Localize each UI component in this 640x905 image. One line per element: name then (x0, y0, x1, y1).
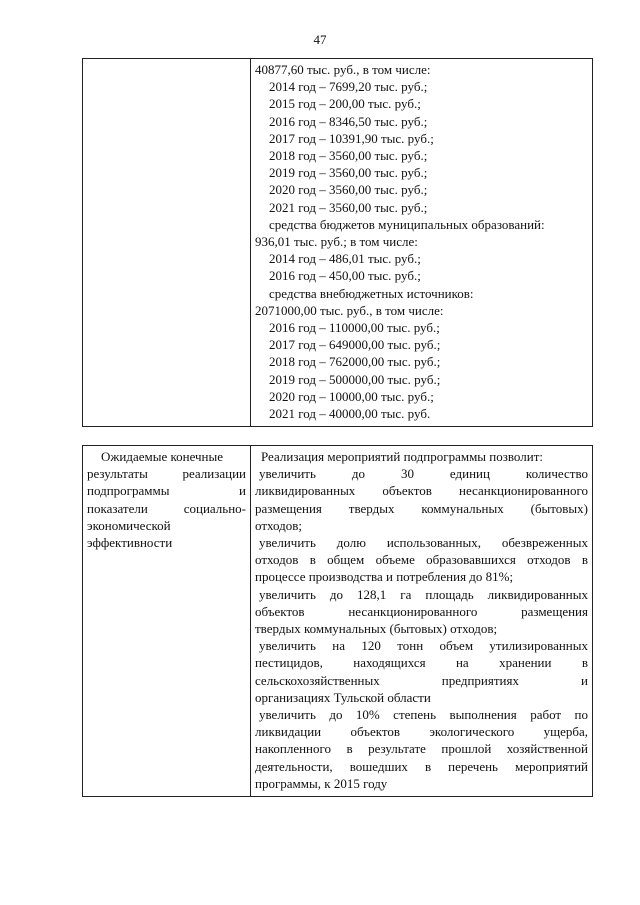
funding-line: средства внебюджетных источников: (269, 285, 474, 301)
result-item-last-line: программы, к 2015 году (255, 775, 388, 791)
result-item (255, 706, 588, 792)
funding-line: 2014 год – 7699,20 тыс. руб.; (269, 79, 428, 95)
result-item-last-line: организациях Тульской области (255, 689, 431, 705)
funding-line: 2017 год – 10391,90 тыс. руб.; (269, 130, 434, 146)
funding-line: 2016 год – 110000,00 тыс. руб.; (269, 320, 440, 336)
funding-line: 2017 год – 649000,00 тыс. руб.; (269, 337, 441, 353)
funding-line: 2019 год – 500000,00 тыс. руб.; (269, 371, 441, 387)
funding-line: 2014 год – 486,01 тыс. руб.; (269, 251, 421, 267)
funding-line: 2018 год – 762000,00 тыс. руб.; (269, 354, 441, 370)
results-label-line: результаты реализации (87, 466, 246, 482)
funding-label-cell (83, 59, 251, 427)
funding-line: средства бюджетов муниципальных образований: (269, 216, 545, 232)
funding-line: 936,01 тыс. руб.; в том числе: (255, 234, 418, 250)
result-item-line: увеличить до 30 единиц количество (259, 466, 588, 482)
result-item-line: пестицидов, находящихся на хранении в (255, 655, 588, 671)
funding-line: 2020 год – 3560,00 тыс. руб.; (269, 182, 428, 198)
result-item-last-line: процессе производства и потребления до 81%; (255, 569, 514, 585)
result-item-line: увеличить на 120 тонн объем утилизированных (259, 638, 588, 654)
result-item-last-line: отходов; (255, 517, 303, 533)
results-label-line: экономической (87, 517, 171, 533)
results-label-cell (83, 446, 251, 797)
result-item-line: увеличить до 128,1 га площадь ликвидированных (259, 586, 588, 602)
result-item-line: размещения твердых коммунальных (бытовых) (255, 500, 588, 516)
result-item-line: объектов несанкционированного размещения (255, 603, 588, 619)
funding-line: 2016 год – 450,00 тыс. руб.; (269, 268, 421, 284)
results-table (82, 445, 593, 797)
funding-line: 2020 год – 10000,00 тыс. руб.; (269, 388, 434, 404)
result-item-line: сельскохозяйственных предприятиях и (255, 672, 588, 688)
funding-line: 2018 год – 3560,00 тыс. руб.; (269, 148, 428, 164)
result-item (255, 637, 588, 706)
results-label-line: показатели социально- (87, 500, 246, 516)
funding-line: 2021 год – 40000,00 тыс. руб. (269, 406, 431, 422)
results-value-cell (251, 446, 593, 797)
page-number: 47 (313, 32, 327, 47)
funding-line: 2071000,00 тыс. руб., в том числе: (255, 302, 444, 318)
result-item (255, 586, 588, 638)
funding-line: 2021 год – 3560,00 тыс. руб.; (269, 199, 428, 215)
funding-table (82, 58, 593, 427)
funding-row (83, 59, 593, 427)
results-row (83, 446, 593, 797)
results-label-line: подпрограммы и (87, 483, 246, 499)
result-item-line: накопленного в результате прошлой хозяйственной (255, 741, 588, 757)
result-item-line: деятельности, вошедших в перечень мероприятий (255, 758, 588, 774)
result-item (255, 534, 588, 586)
result-item-line: ликвидированных объектов несанкционированного (255, 483, 588, 499)
result-item-line: увеличить до 10% степень выполнения работ по (259, 707, 588, 723)
result-item-line: увеличить долю использованных, обезвреженных (259, 535, 588, 551)
funding-line: 40877,60 тыс. руб., в том числе: (255, 62, 431, 77)
result-item (255, 465, 588, 534)
result-item-line: отходов в общем объеме образовавшихся отходов в (255, 552, 588, 568)
result-item-last-line: твердых коммунальных (бытовых) отходов; (255, 621, 498, 637)
funding-line: 2016 год – 8346,50 тыс. руб.; (269, 113, 428, 129)
funding-line: 2015 год – 200,00 тыс. руб.; (269, 96, 421, 112)
results-label-line: Ожидаемые конечные (101, 449, 224, 464)
funding-line: 2019 год – 3560,00 тыс. руб.; (269, 165, 428, 181)
result-item-line: ликвидации объектов экологического ущерба, (255, 724, 588, 740)
funding-value-cell (251, 59, 593, 427)
results-label-line: эффективности (87, 535, 173, 551)
results-intro: Реализация мероприятий подпрограммы позволит: (261, 449, 544, 464)
